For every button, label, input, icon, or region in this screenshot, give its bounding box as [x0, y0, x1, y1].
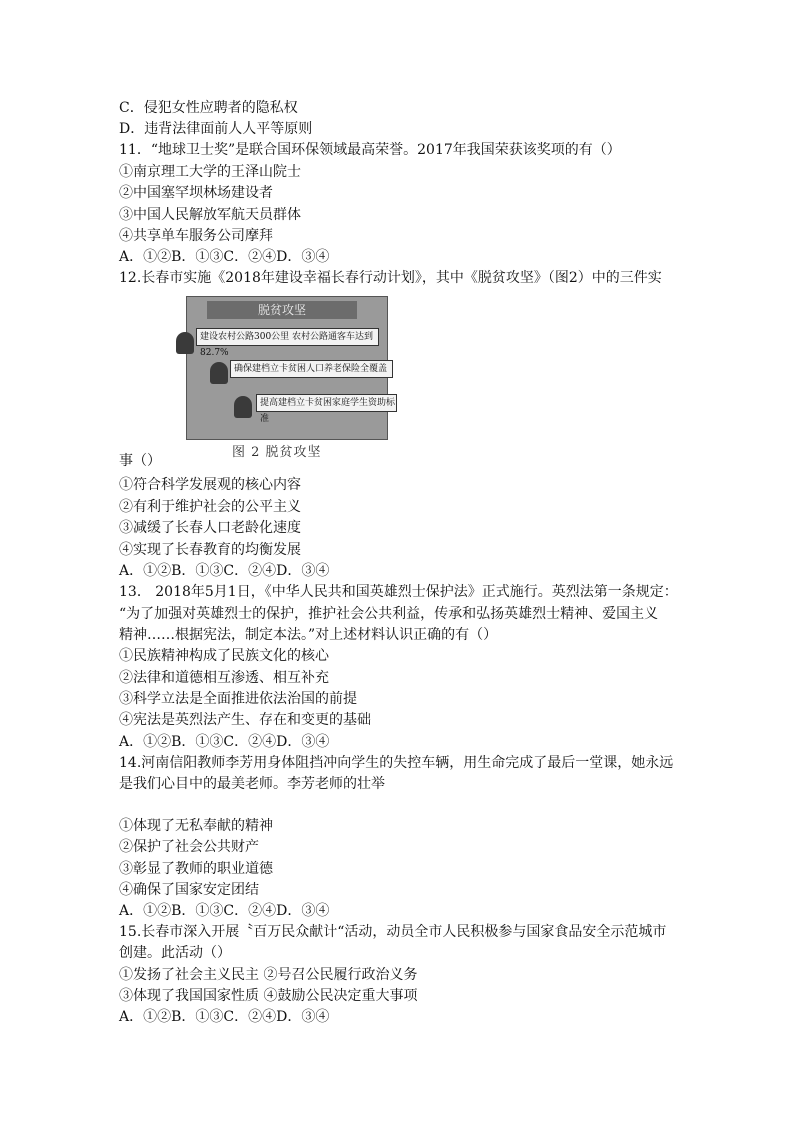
figure-person-icon	[234, 396, 252, 418]
text-line: ①体现了无私奉献的精神	[119, 818, 273, 834]
figure-2	[176, 296, 398, 446]
text-line: ④实现了长春教育的均衡发展	[119, 542, 301, 558]
figure-panel-title: 脱贫攻坚	[207, 301, 357, 319]
text-line: 13． 2018年5月1日，《中华人民共和国英雄烈士保护法》正式施行。英烈法第一条规定：	[119, 584, 678, 600]
text-line: “为了加强对英雄烈士的保护，推护社会公共利益，传承和弘扬英雄烈士精神、爱国主义	[119, 606, 659, 622]
figure-person-icon	[210, 362, 228, 384]
text-line: ②有利于维护社会的公平主义	[119, 499, 301, 515]
text-line: D．违背法律面前人人平等原则	[119, 121, 313, 137]
text-line: 是我们心目中的最美老师。李芳老师的壮举	[119, 776, 385, 792]
text-line: 创建。此活动（）	[119, 945, 231, 961]
figure-person-icon	[176, 332, 194, 354]
text-line: ②法律和道德相互渗透、相互补充	[119, 670, 329, 686]
text-line: ③减缓了长春人口老龄化速度	[119, 520, 301, 536]
text-line: ④共享单车服务公司摩拜	[119, 228, 273, 244]
figure-bar-3: 提高建档立卡贫困家庭学生资助标准	[256, 394, 397, 412]
text-line: ③体现了我国国家性质 ④鼓励公民决定重大事项	[119, 988, 418, 1004]
text-line: ①民族精神构成了民族文化的核心	[119, 648, 329, 664]
text-line: 精神……根据宪法，制定本法。”对上述材料认识正确的有（）	[119, 627, 498, 643]
text-line: ④宪法是英烈法产生、存在和变更的基础	[119, 712, 371, 728]
figure-bar-2: 确保建档立卡贫困人口养老保险全覆盖	[230, 360, 393, 378]
text-line: ③科学立法是全面推进依法治国的前提	[119, 691, 357, 707]
text-line: ②保护了社会公共财产	[119, 839, 259, 855]
text-line: ④确保了国家安定团结	[119, 882, 259, 898]
text-line: ①发扬了社会主义民主 ②号召公民履行政治义务	[119, 967, 418, 983]
figure-caption: 图 2 脱贫攻坚	[232, 445, 322, 460]
figure-bar-1: 建设农村公路300公里 农村公路通客车达到82.7%	[196, 328, 379, 346]
text-line: ③中国人民解放军航天员群体	[119, 207, 301, 223]
text-line: A．①②B．①③C．②④D．③④	[119, 563, 330, 579]
text-line: 事（）	[119, 453, 161, 469]
text-line: ①符合科学发展观的核心内容	[119, 477, 301, 493]
text-line: A．①②B．①③C．②④D．③④	[119, 249, 330, 265]
text-line: A．①②B．①③C．②④D．③④	[119, 903, 330, 919]
text-line: 11．“地球卫士奖”是联合国环保领域最高荣誉。2017年我国荣获该奖项的有（）	[119, 142, 621, 158]
text-line: A．①②B．①③C．②④D．③④	[119, 734, 330, 750]
text-line: ②中国塞罕坝林场建设者	[119, 185, 273, 201]
text-line: ①南京理工大学的王泽山院士	[119, 164, 301, 180]
text-line: C．侵犯女性应聘者的隐私权	[119, 100, 298, 116]
text-line: A．①②B．①③C．②④D．③④	[119, 1009, 330, 1025]
text-line: 15.长春市深入开展〝百万民众献计“活动，动员全市人民积极参与国家食品安全示范城市	[119, 924, 667, 940]
text-line: 14.河南信阳教师李芳用身体阻挡冲向学生的失控车辆，用生命完成了最后一堂课，她永远	[119, 755, 674, 771]
text-line: 12.长春市实施《2018年建设幸福长春行动计划》，其中《脱贫攻坚》（图2）中的三件实	[119, 270, 662, 286]
text-line: ③彰显了教师的职业道德	[119, 861, 273, 877]
